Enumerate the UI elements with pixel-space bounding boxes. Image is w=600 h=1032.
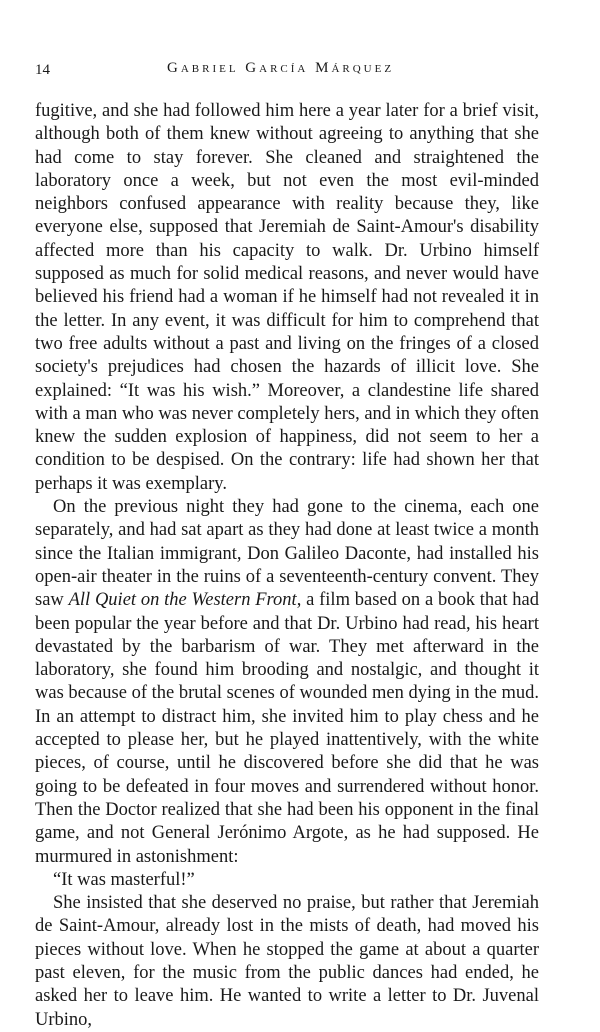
- paragraph-4: She insisted that she deserved no praise, but rather that Jeremiah de Saint-Amour, already lost in the mists of death, had moved his pieces without love. When he stopped the game at about a quarter past eleven, for the music from the public dances had ended, he asked her to leave him. He wanted to write a letter to Dr. Juvenal Urbino,: [35, 893, 539, 1030]
- paragraph-2: [35, 496, 539, 869]
- page-number: 14: [35, 62, 50, 78]
- film-title: All Quiet on the Western Front: [68, 590, 297, 611]
- paragraph-2-text-b: , a film based on a book that had been popular the year before and that Dr. Urbino had read, his heart devastated by the barbarism of war. They met afterward in the laboratory, she found him brooding and nostalgic, and thought it was because of the brutal scenes of wounded men dying in the mud. In an attempt to distract him, she invited him to play chess and he accepted to please her, but he played inattentively, with the white pieces, of course, until he discovered before she did that he was going to be defeated in four moves and surrendered without honor. Then the Doctor realized that she had been his opponent in the final game, and not General Jerónimo Argote, as he had supposed. He murmured in astonishment:: [35, 590, 539, 867]
- running-head: [35, 58, 539, 80]
- paragraph-3: “It was masterful!”: [53, 869, 195, 890]
- book-page: [35, 58, 539, 1032]
- author-running-head: Gabriel García Márquez: [167, 60, 395, 76]
- paragraph-1: fugitive, and she had followed him here a year later for a brief visit, although both of them knew without agreeing to anything that she had come to stay forever. She cleaned and straightened the laboratory once a week, but not even the most evil-minded neighbors confused appearance with reality because they, like everyone else, supposed that Jeremiah de Saint-Amour's disability affected more than his capacity to walk. Dr. Urbino himself supposed as much for solid medical reasons, and never would have believed his friend had a woman if he himself had not revealed it in the letter. In any event, it was difficult for him to comprehend that two free adults without a past and living on the fringes of a closed society's prejudices had chosen the hazards of illicit love. She explained: “It was his wish.” Moreover, a clandestine life shared with a man who was never completely hers, and in which they often knew the sudden explosion of happiness, did not seem to her a condition to be despised. On the contrary: life had shown her that perhaps it was exemplary.: [35, 101, 539, 494]
- paragraph-2-text-a: On the previous night they had gone to the cinema, each one separately, and had sat apart as they had done at least twice a month since the Italian immigrant, Don Galileo Daconte, had installed his open-air theater in the ruins of a seventeenth-century convent. They saw: [35, 497, 539, 611]
- body-text: [35, 100, 539, 1032]
